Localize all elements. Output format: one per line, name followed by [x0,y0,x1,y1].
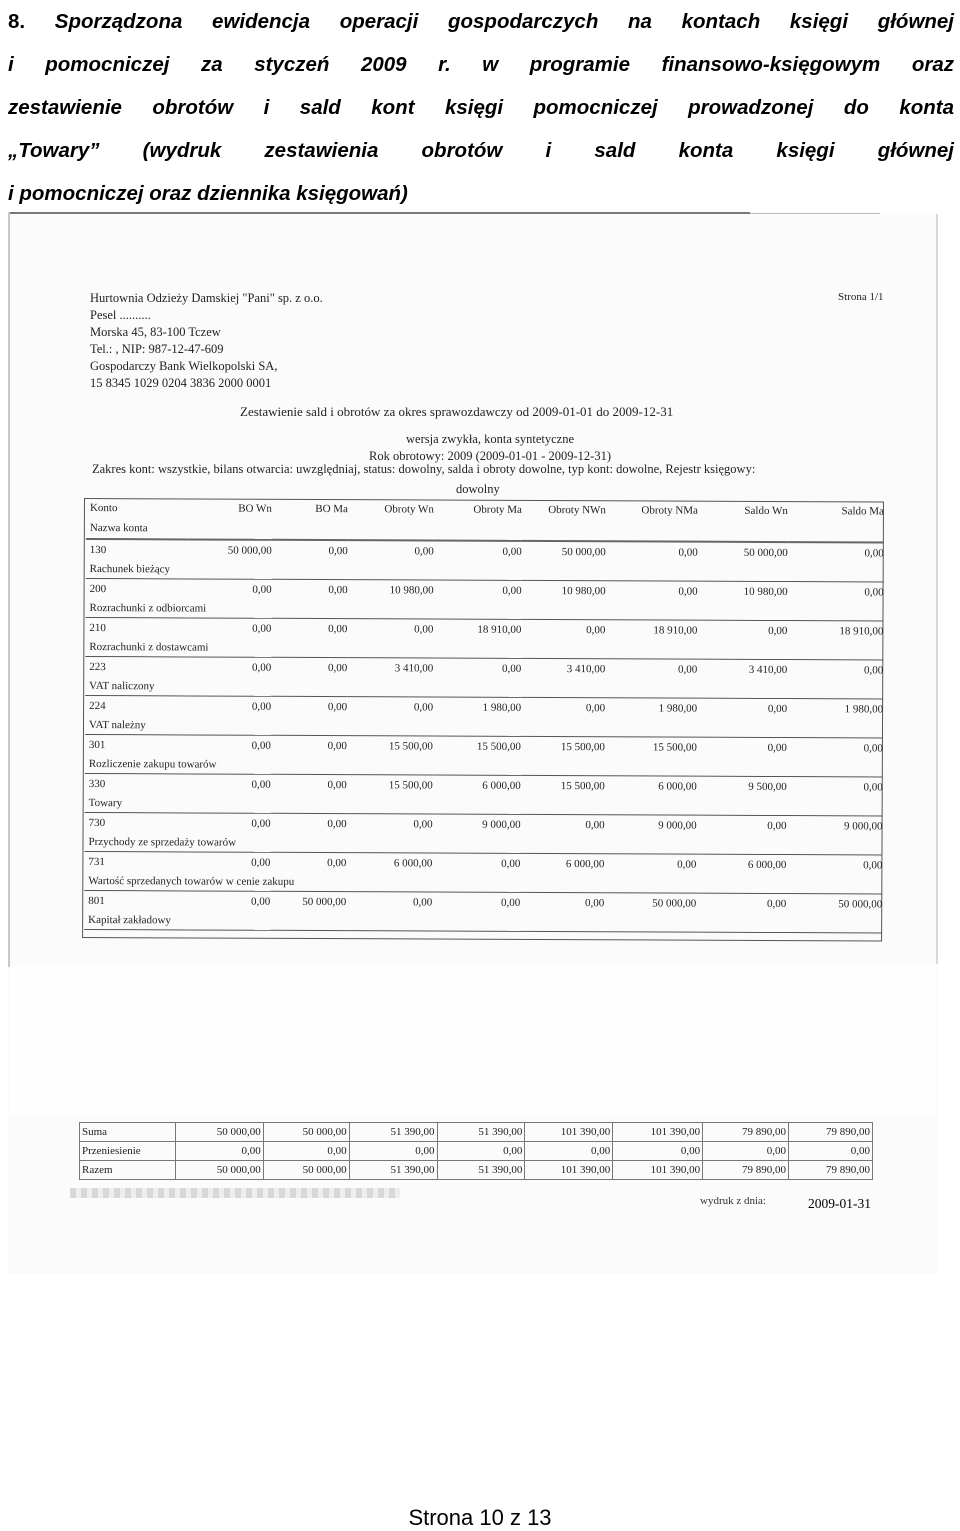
amount-cell: 9 000,00 [658,818,697,832]
totals-amount: 101 390,00 [613,1123,703,1142]
amount-cell: 0,00 [327,739,347,752]
totals-amount: 0,00 [525,1142,613,1161]
account-number: 801 [88,894,105,907]
totals-row [80,1161,873,1180]
print-date: 2009-01-31 [808,1196,871,1211]
account-name: VAT należny [85,715,883,738]
amount-cell: 0,00 [414,544,434,558]
header-obroty-wn: Obroty Wn [384,503,434,516]
totals-amount: 51 390,00 [437,1123,525,1142]
amount-cell: 0,00 [327,778,347,791]
totals-amount: 50 000,00 [175,1123,263,1142]
amount-cell: 6 000,00 [747,858,787,871]
table-row-name [84,910,882,933]
totals-amount: 0,00 [437,1142,525,1161]
heading-line-2: i pomocniczej za styczeń 2009 r. w programie finansowo-księgowym oraz [8,53,954,76]
account-name: Rozrachunki z dostawcami [85,637,883,660]
header-obroty-nwn: Obroty NWn [548,504,606,517]
totals-amount: 51 390,00 [437,1161,525,1180]
company-header [90,290,323,392]
amount-cell: 6 000,00 [565,857,605,870]
amount-cell: 9 500,00 [748,780,787,793]
account-number: 730 [88,816,106,829]
amount-cell: 15 500,00 [560,740,605,753]
amount-cell: 0,00 [768,624,788,637]
print-date-label: wydruk z dnia: [700,1195,766,1207]
amount-cell: 50 000,00 [838,897,883,910]
amount-cell: 0,00 [327,856,347,869]
header-saldo-ma: Saldo Ma [841,505,884,518]
totals-amount: 0,00 [613,1142,703,1161]
totals-amount: 50 000,00 [263,1123,349,1142]
amount-cell: 0,00 [678,546,698,559]
amount-cell: 0,00 [863,780,883,793]
amount-cell: 0,00 [250,895,271,908]
totals-amount: 0,00 [789,1142,873,1161]
account-name: Rozliczenie zakupu towarów [85,754,883,777]
account-name: Rozrachunki z odbiorcami [85,598,883,621]
totals-amount: 79 890,00 [789,1123,873,1142]
amount-cell: 0,00 [500,896,521,909]
account-number: 224 [89,699,106,712]
totals-amount: 51 390,00 [349,1123,437,1142]
company-phone-nip: Tel.: , NIP: 987-12-47-609 [90,342,224,356]
amount-cell: 0,00 [584,896,605,909]
company-bank: Gospodarczy Bank Wielkopolski SA, [90,359,278,373]
amount-cell: 50 000,00 [561,545,606,558]
amount-cell: 3 410,00 [394,661,434,675]
amount-cell: 0,00 [864,546,884,559]
account-name: Towary [85,793,883,816]
amount-cell: 0,00 [251,817,271,830]
amount-cell: 0,00 [251,739,271,752]
amount-cell: 0,00 [251,856,271,869]
scan-edge [936,214,938,964]
amount-cell: 18 910,00 [839,624,884,637]
header-bo-wn: BO Wn [238,502,272,515]
amount-cell: 0,00 [767,741,787,754]
amount-cell: 9 000,00 [482,818,521,831]
amount-cell: 0,00 [586,623,606,636]
amount-cell: 0,00 [251,661,272,674]
header-obroty-nma: Obroty NMa [641,504,698,517]
amount-cell: 9 000,00 [844,819,883,832]
account-name: Kapitał zakładowy [84,910,882,933]
heading-line-4: „Towary” (wydruk zestawienia obrotów i sald konta księgi głównej [8,139,954,162]
totals-amount: 51 390,00 [349,1161,437,1180]
header-obroty-ma: Obroty Ma [473,503,522,516]
amount-cell: 0,00 [585,701,606,714]
account-number: 301 [88,738,106,751]
amount-cell: 18 910,00 [477,623,522,636]
totals-amount: 50 000,00 [175,1161,263,1180]
amount-cell: 1 980,00 [658,702,698,715]
totals-amount: 0,00 [703,1142,789,1161]
heading-line-1: 8. Sporządzona ewidencja operacji gospodarczych na kontach księgi głównej [8,10,955,33]
amount-cell: 0,00 [328,544,348,557]
amount-cell: 0,00 [677,663,698,676]
amount-cell: 0,00 [501,662,522,675]
totals-label: Przeniesienie [80,1142,176,1161]
account-name: Rachunek bieżący [86,559,884,582]
company-pesel: Pesel .......... [90,308,151,322]
totals-label: Razem [80,1161,176,1180]
amount-cell: 0,00 [767,702,788,715]
header-bo-ma: BO Ma [315,503,348,516]
amount-cell: 0,00 [327,661,348,674]
totals-amount: 101 390,00 [525,1123,613,1142]
amount-cell: 10 980,00 [389,583,434,597]
amount-cell: 50 000,00 [743,546,788,559]
heading-line-5: i pomocniczej oraz dziennika księgowań) [8,182,408,205]
amount-cell: 18 910,00 [653,623,698,637]
amount-cell: 0,00 [251,700,272,713]
amount-cell: 1 980,00 [844,702,884,715]
amount-cell: 15 500,00 [652,740,697,754]
amount-cell: 15 500,00 [388,739,433,753]
amount-cell: 0,00 [414,622,434,636]
amount-cell: 3 410,00 [748,663,788,676]
scan-edge [8,212,10,967]
amount-cell: 0,00 [328,622,348,635]
report-variant: wersja zwykła, konta syntetyczne [406,432,574,446]
amount-cell: 0,00 [413,817,433,831]
header-nazwa-konta: Nazwa konta [86,518,884,542]
amount-cell: 15 500,00 [388,778,433,792]
totals-table [79,1122,873,1180]
amount-cell: 0,00 [585,818,605,831]
amount-cell: 1 980,00 [482,701,522,714]
scan-smudge [70,1188,400,1198]
amount-cell: 0,00 [502,545,522,558]
amount-cell: 6 000,00 [482,779,521,792]
amount-cell: 0,00 [766,897,787,910]
amount-cell: 0,00 [252,622,272,635]
totals-row [80,1142,873,1161]
report-subtitle [0,431,960,465]
totals-amount: 79 890,00 [789,1161,873,1180]
report-scope: Zakres kont: wszystkie, bilans otwarcia: uwzględniaj, status: dowolny, salda i obroty dowolne, typ kont: dowolne, Rejestr księgowy: [92,462,756,476]
totals-amount: 50 000,00 [263,1161,349,1180]
page-footer: Strona 10 z 13 [408,1505,552,1530]
company-account: 15 8345 1029 0204 3836 2000 0001 [90,376,272,390]
account-number: 200 [89,582,107,595]
totals-amount: 101 390,00 [613,1161,703,1180]
amount-cell: 50 000,00 [227,544,272,557]
totals-amount: 0,00 [175,1142,263,1161]
amount-cell: 0,00 [501,857,521,870]
header-konto: Konto [89,502,118,515]
totals-amount: 0,00 [349,1142,437,1161]
account-number: 130 [89,543,107,556]
account-name: VAT naliczony [85,676,883,699]
amount-cell: 10 980,00 [561,584,606,597]
account-number: 731 [88,855,105,868]
header-saldo-wn: Saldo Wn [744,504,788,518]
amount-cell: 0,00 [863,663,884,676]
heading-number: 8. [8,10,26,33]
amount-cell: 0,00 [328,583,348,596]
totals-amount: 79 890,00 [703,1161,789,1180]
company-address: Morska 45, 83-100 Tczew [90,325,221,339]
amount-cell: 6 000,00 [393,856,433,870]
amount-cell: 6 000,00 [658,779,697,793]
amount-cell: 10 980,00 [743,585,788,598]
printout-page-number: Strona 1/1 [838,291,884,303]
amount-cell: 0,00 [864,585,884,598]
totals-label: Suma [80,1123,176,1142]
account-number: 223 [89,660,106,673]
scan-blank-area [10,966,936,1116]
totals-amount: 101 390,00 [525,1161,613,1180]
amount-cell: 3 410,00 [566,662,606,675]
amount-cell: 0,00 [413,700,434,714]
account-number: 210 [89,621,106,634]
account-name: Wartość sprzedanych towarów w cenie zakupu [84,871,882,894]
report-fiscal-year: Rok obrotowy: 2009 (2009-01-01 - 2009-12-31) [369,449,611,463]
heading-line-3: zestawienie obrotów i sald kont księgi pomocniczej prowadzonej do konta [8,96,954,119]
scan-edge [750,213,880,214]
amount-cell: 0,00 [412,895,433,909]
amount-cell: 0,00 [502,584,522,597]
amount-cell: 50 000,00 [302,895,347,908]
amount-cell: 0,00 [863,858,883,871]
account-number: 330 [88,777,106,790]
amount-cell: 50 000,00 [652,896,697,910]
account-name: Przychody ze sprzedaży towarów [84,832,882,855]
amount-cell: 15 500,00 [560,779,605,792]
amount-cell: 0,00 [677,858,697,871]
amount-cell: 0,00 [251,778,271,791]
report-title: Zestawienie sald i obrotów za okres sprawozdawczy od 2009-01-01 do 2009-12-31 [240,404,674,419]
ledger-table [84,498,884,933]
amount-cell: 0,00 [767,819,787,832]
totals-amount: 0,00 [263,1142,349,1161]
task-heading [8,0,954,215]
amount-cell: 0,00 [252,583,272,596]
totals-row [80,1123,873,1142]
totals-amount: 79 890,00 [703,1123,789,1142]
amount-cell: 0,00 [327,817,347,830]
company-name: Hurtownia Odzieży Damskiej "Pani" sp. z o.o. [90,291,323,305]
report-scope-end: dowolny [456,482,500,496]
amount-cell: 0,00 [863,741,883,754]
scan-edge [8,212,750,214]
amount-cell: 0,00 [327,700,348,713]
amount-cell: 15 500,00 [476,740,521,753]
amount-cell: 0,00 [678,585,698,598]
